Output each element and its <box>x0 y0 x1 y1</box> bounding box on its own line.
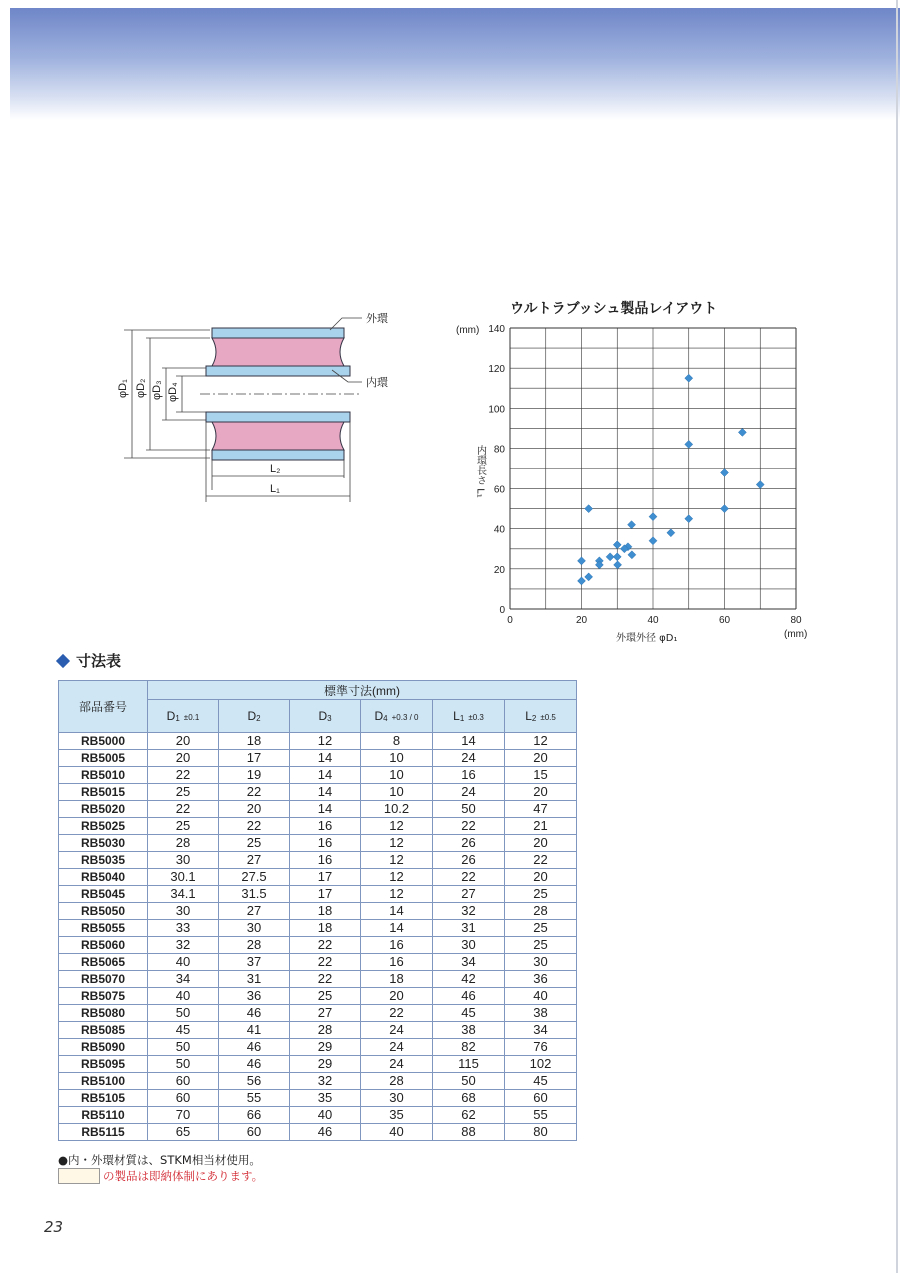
part-number-cell: RB5055 <box>59 920 148 937</box>
dimension-cell: 21 <box>505 818 577 835</box>
dimension-cell: 29 <box>290 1056 361 1073</box>
dimension-cell: 36 <box>219 988 290 1005</box>
dimension-cell: 22 <box>148 801 219 818</box>
dimension-cell: 25 <box>148 818 219 835</box>
dimension-cell: 62 <box>433 1107 505 1124</box>
scatter-point <box>585 505 593 513</box>
y-tick-label: 60 <box>493 484 505 496</box>
dimension-cell: 50 <box>148 1056 219 1073</box>
dimension-cell: 70 <box>148 1107 219 1124</box>
scatter-point <box>578 577 586 585</box>
scatter-point <box>685 440 693 448</box>
label-outer-ring: 外環 <box>366 313 388 325</box>
dimension-cell: 30 <box>148 852 219 869</box>
rubber-bottom <box>212 422 344 450</box>
outer-ring-top <box>212 328 344 338</box>
dimension-cell: 35 <box>290 1090 361 1107</box>
y-tick-label: 0 <box>499 605 505 616</box>
dimension-cell: 16 <box>361 954 433 971</box>
section-title <box>58 650 121 671</box>
dimension-cell: 29 <box>290 1039 361 1056</box>
dimension-cell: 16 <box>290 835 361 852</box>
dimension-cell: 55 <box>505 1107 577 1124</box>
dimension-cell: 20 <box>505 750 577 767</box>
dimension-cell: 50 <box>148 1005 219 1022</box>
dimension-cell: 40 <box>505 988 577 1005</box>
dimension-cell: 19 <box>219 767 290 784</box>
part-number-cell: RB5115 <box>59 1124 148 1141</box>
dimension-cell: 46 <box>219 1056 290 1073</box>
scatter-point <box>628 521 636 529</box>
label-l2: L₂ <box>270 463 281 475</box>
table-row <box>59 1005 577 1022</box>
table-row <box>59 1039 577 1056</box>
y-tick-label: 120 <box>488 364 505 376</box>
dimension-cell: 20 <box>361 988 433 1005</box>
dimension-cell: 18 <box>361 971 433 988</box>
table-row <box>59 818 577 835</box>
dimension-cell: 18 <box>219 733 290 750</box>
scatter-point <box>721 469 729 477</box>
dimension-cell: 14 <box>361 920 433 937</box>
dimension-cell: 22 <box>433 818 505 835</box>
table-row <box>59 852 577 869</box>
dimension-cell: 30 <box>433 937 505 954</box>
scatter-point <box>738 428 746 436</box>
scatter-point <box>721 505 729 513</box>
dimension-cell: 27.5 <box>219 869 290 886</box>
part-number-cell: RB5035 <box>59 852 148 869</box>
table-row <box>59 801 577 818</box>
dimension-cell: 28 <box>505 903 577 920</box>
dimension-cell: 14 <box>290 767 361 784</box>
table-row <box>59 767 577 784</box>
dimension-cell: 33 <box>148 920 219 937</box>
part-number-cell: RB5070 <box>59 971 148 988</box>
dimension-cell: 115 <box>433 1056 505 1073</box>
part-number-cell: RB5025 <box>59 818 148 835</box>
dimension-cell: 45 <box>505 1073 577 1090</box>
dimension-cell: 24 <box>361 1056 433 1073</box>
scatter-point <box>628 551 636 559</box>
scatter-point <box>613 541 621 549</box>
y-tick-label: 80 <box>493 444 505 456</box>
dimension-cell: 25 <box>219 835 290 852</box>
dimension-cell: 32 <box>290 1073 361 1090</box>
page-number: 23 <box>44 1218 64 1236</box>
dimension-cell: 12 <box>361 869 433 886</box>
dimension-cell: 22 <box>505 852 577 869</box>
x-tick-label: 0 <box>507 615 513 626</box>
scatter-point <box>685 374 693 382</box>
dimension-cell: 32 <box>148 937 219 954</box>
scatter-point <box>613 553 621 561</box>
part-number-cell: RB5105 <box>59 1090 148 1107</box>
part-number-cell: RB5110 <box>59 1107 148 1124</box>
dimension-cell: 46 <box>290 1124 361 1141</box>
dimension-cell: 20 <box>505 784 577 801</box>
dimension-cell: 18 <box>290 903 361 920</box>
dimension-cell: 82 <box>433 1039 505 1056</box>
dimension-cell: 12 <box>361 852 433 869</box>
part-number-cell: RB5005 <box>59 750 148 767</box>
dimension-cell: 34.1 <box>148 886 219 903</box>
table-row <box>59 733 577 750</box>
header-col-l1: L1 ±0.3 <box>433 700 505 733</box>
dimension-cell: 16 <box>290 818 361 835</box>
dimension-cell: 12 <box>361 886 433 903</box>
dimension-cell: 36 <box>505 971 577 988</box>
dimension-cell: 46 <box>433 988 505 1005</box>
dimension-cell: 26 <box>433 852 505 869</box>
table-row <box>59 971 577 988</box>
dimension-cell: 28 <box>219 937 290 954</box>
table-row <box>59 903 577 920</box>
dimension-cell: 31.5 <box>219 886 290 903</box>
dimension-cell: 41 <box>219 1022 290 1039</box>
dimension-cell: 16 <box>433 767 505 784</box>
part-number-cell: RB5040 <box>59 869 148 886</box>
dimension-cell: 22 <box>290 971 361 988</box>
dimension-cell: 8 <box>361 733 433 750</box>
y-tick-label: 100 <box>488 404 505 416</box>
dimension-cell: 17 <box>290 869 361 886</box>
dimension-cell: 14 <box>290 801 361 818</box>
material-note: ●内・外環材質は、STKM相当材使用。 <box>58 1153 261 1167</box>
table-row <box>59 954 577 971</box>
dimension-cell: 88 <box>433 1124 505 1141</box>
dimension-cell: 47 <box>505 801 577 818</box>
part-number-cell: RB5065 <box>59 954 148 971</box>
header-part-number: 部品番号 <box>59 681 148 733</box>
x-tick-label: 80 <box>790 615 802 626</box>
dimension-cell: 20 <box>219 801 290 818</box>
dimension-cell: 22 <box>361 1005 433 1022</box>
x-axis-label: 外環外径 φD₁ <box>616 633 678 644</box>
stock-note-text: の製品は即納体制にあります。 <box>103 1169 264 1183</box>
table-row <box>59 869 577 886</box>
dimension-cell: 102 <box>505 1056 577 1073</box>
chart-grid <box>510 328 796 609</box>
dimension-cell: 22 <box>148 767 219 784</box>
dimension-cell: 25 <box>505 937 577 954</box>
y-tick-label: 140 <box>488 324 505 335</box>
section-title-text: 寸法表 <box>76 652 122 670</box>
dimension-cell: 34 <box>148 971 219 988</box>
inner-ring-top <box>206 366 350 376</box>
dimension-cell: 28 <box>148 835 219 852</box>
dimension-cell: 31 <box>219 971 290 988</box>
y-tick-label: 40 <box>493 524 505 536</box>
dimension-cell: 32 <box>433 903 505 920</box>
dimension-cell: 25 <box>505 886 577 903</box>
part-number-cell: RB5085 <box>59 1022 148 1039</box>
dimension-cell: 40 <box>361 1124 433 1141</box>
dimension-cell: 20 <box>148 733 219 750</box>
dimension-cell: 14 <box>361 903 433 920</box>
dimension-cell: 22 <box>433 869 505 886</box>
dimension-cell: 22 <box>219 784 290 801</box>
x-unit-label: (mm) <box>784 629 808 640</box>
x-tick-label: 20 <box>575 615 588 626</box>
dimension-cell: 27 <box>219 903 290 920</box>
chart-title: ウルトラブッシュ製品レイアウト <box>510 301 718 317</box>
dimension-cell: 30.1 <box>148 869 219 886</box>
part-number-cell: RB5050 <box>59 903 148 920</box>
dimension-cell: 20 <box>148 750 219 767</box>
dimension-cell: 34 <box>433 954 505 971</box>
dimension-cell: 76 <box>505 1039 577 1056</box>
dimension-cell: 14 <box>290 750 361 767</box>
dimension-cell: 60 <box>505 1090 577 1107</box>
dimension-cell: 26 <box>433 835 505 852</box>
label-d1: φD₁ <box>117 379 129 398</box>
dimension-cell: 30 <box>219 920 290 937</box>
table-row <box>59 1124 577 1141</box>
dimension-cell: 27 <box>219 852 290 869</box>
dimension-cell: 38 <box>433 1022 505 1039</box>
x-tick-label: 60 <box>718 615 731 626</box>
dimension-cell: 17 <box>290 886 361 903</box>
header-col-d1: D1 ±0.1 <box>148 700 219 733</box>
stock-note <box>58 1168 263 1184</box>
dimension-cell: 25 <box>290 988 361 1005</box>
dimension-cell: 37 <box>219 954 290 971</box>
dimension-cell: 10 <box>361 750 433 767</box>
product-layout-chart <box>450 295 820 655</box>
dimension-cell: 28 <box>290 1022 361 1039</box>
dimension-cell: 40 <box>148 988 219 1005</box>
table-row <box>59 1107 577 1124</box>
y-tick-labels <box>488 324 505 616</box>
dimension-cell: 20 <box>505 869 577 886</box>
dimension-cell: 24 <box>433 750 505 767</box>
dimension-cell: 66 <box>219 1107 290 1124</box>
dimension-cell: 46 <box>219 1005 290 1022</box>
table-row <box>59 1073 577 1090</box>
dimension-cell: 46 <box>219 1039 290 1056</box>
dimension-cell: 45 <box>433 1005 505 1022</box>
scatter-point <box>585 573 593 581</box>
dimension-cell: 30 <box>505 954 577 971</box>
dimension-cell: 60 <box>148 1073 219 1090</box>
dimension-cell: 50 <box>433 1073 505 1090</box>
dimension-cell: 20 <box>505 835 577 852</box>
dimension-cell: 12 <box>505 733 577 750</box>
label-d2: φD₂ <box>135 378 147 398</box>
stock-legend-swatch <box>58 1168 100 1184</box>
dimension-cell: 60 <box>148 1090 219 1107</box>
dimension-cell: 25 <box>148 784 219 801</box>
part-number-cell: RB5015 <box>59 784 148 801</box>
dimension-cell: 14 <box>433 733 505 750</box>
dimension-cell: 12 <box>290 733 361 750</box>
part-number-cell: RB5080 <box>59 1005 148 1022</box>
dimension-cell: 12 <box>361 835 433 852</box>
outer-ring-bottom <box>212 450 344 460</box>
dimension-cell: 12 <box>361 818 433 835</box>
label-l1: L₁ <box>270 483 280 495</box>
dimension-cell: 68 <box>433 1090 505 1107</box>
table-row <box>59 750 577 767</box>
label-d3: φD₃ <box>151 380 163 400</box>
scatter-point <box>614 561 622 569</box>
part-number-cell: RB5095 <box>59 1056 148 1073</box>
table-row <box>59 1090 577 1107</box>
table-row <box>59 937 577 954</box>
dimension-cell: 27 <box>290 1005 361 1022</box>
dimension-cell: 42 <box>433 971 505 988</box>
part-number-cell: RB5045 <box>59 886 148 903</box>
header-standard-dims: 標準寸法(mm) <box>148 681 577 700</box>
header-band <box>10 8 900 120</box>
scatter-point <box>649 537 657 545</box>
table-row <box>59 1022 577 1039</box>
bushing-diagram <box>110 300 410 510</box>
y-axis-label: 内環長さ L₁ <box>474 445 486 498</box>
dimension-cell: 22 <box>290 954 361 971</box>
dimension-cell: 27 <box>433 886 505 903</box>
dimension-cell: 10 <box>361 767 433 784</box>
scatter-point <box>649 513 657 521</box>
dimension-table <box>58 680 577 1141</box>
table-row <box>59 835 577 852</box>
table-row <box>59 784 577 801</box>
part-number-cell: RB5075 <box>59 988 148 1005</box>
scatter-point <box>756 481 764 489</box>
page-edge-rule <box>896 0 898 1273</box>
y-tick-label: 20 <box>493 564 505 576</box>
dimension-cell: 56 <box>219 1073 290 1090</box>
dimension-cell: 31 <box>433 920 505 937</box>
dimension-cell: 38 <box>505 1005 577 1022</box>
dimension-cell: 15 <box>505 767 577 784</box>
dimension-cell: 30 <box>148 903 219 920</box>
dimension-cell: 35 <box>361 1107 433 1124</box>
dimension-cell: 30 <box>361 1090 433 1107</box>
dimension-cell: 25 <box>505 920 577 937</box>
part-number-cell: RB5010 <box>59 767 148 784</box>
diamond-bullet-icon <box>56 653 70 667</box>
dimension-cell: 50 <box>433 801 505 818</box>
dimension-cell: 18 <box>290 920 361 937</box>
part-number-cell: RB5060 <box>59 937 148 954</box>
header-col-d2: D2 <box>219 700 290 733</box>
dimension-cell: 55 <box>219 1090 290 1107</box>
scatter-points <box>578 374 765 585</box>
header-col-d3: D3 <box>290 700 361 733</box>
dimension-cell: 24 <box>433 784 505 801</box>
dimension-cell: 10 <box>361 784 433 801</box>
x-tick-labels <box>507 615 802 626</box>
x-tick-label: 40 <box>647 615 659 626</box>
dimension-cell: 40 <box>290 1107 361 1124</box>
dimension-cell: 16 <box>361 937 433 954</box>
scatter-point <box>667 529 675 537</box>
dimension-cell: 17 <box>219 750 290 767</box>
rubber-top <box>212 338 344 366</box>
dimension-cell: 22 <box>290 937 361 954</box>
dimension-cell: 24 <box>361 1039 433 1056</box>
dimension-cell: 60 <box>219 1124 290 1141</box>
dimension-cell: 40 <box>148 954 219 971</box>
y-unit-label: (mm) <box>456 325 480 336</box>
dimension-cell: 22 <box>219 818 290 835</box>
dimension-cell: 80 <box>505 1124 577 1141</box>
dimension-cell: 50 <box>148 1039 219 1056</box>
label-inner-ring: 内環 <box>366 377 388 389</box>
scatter-point <box>578 557 586 565</box>
label-d4: φD₄ <box>167 382 179 402</box>
inner-ring-bottom <box>206 412 350 422</box>
dimension-cell: 45 <box>148 1022 219 1039</box>
header-col-l2: L2 ±0.5 <box>505 700 577 733</box>
table-row <box>59 920 577 937</box>
dimension-cell: 28 <box>361 1073 433 1090</box>
dimension-cell: 24 <box>361 1022 433 1039</box>
part-number-cell: RB5090 <box>59 1039 148 1056</box>
scatter-point <box>685 515 693 523</box>
dimension-cell: 34 <box>505 1022 577 1039</box>
dimension-cell: 65 <box>148 1124 219 1141</box>
table-row <box>59 988 577 1005</box>
dimension-cell: 14 <box>290 784 361 801</box>
part-number-cell: RB5100 <box>59 1073 148 1090</box>
dimension-cell: 10.2 <box>361 801 433 818</box>
dimension-cell: 16 <box>290 852 361 869</box>
part-number-cell: RB5000 <box>59 733 148 750</box>
header-col-d4: D4 +0.3 / 0 <box>361 700 433 733</box>
table-row <box>59 886 577 903</box>
part-number-cell: RB5020 <box>59 801 148 818</box>
part-number-cell: RB5030 <box>59 835 148 852</box>
table-row <box>59 1056 577 1073</box>
